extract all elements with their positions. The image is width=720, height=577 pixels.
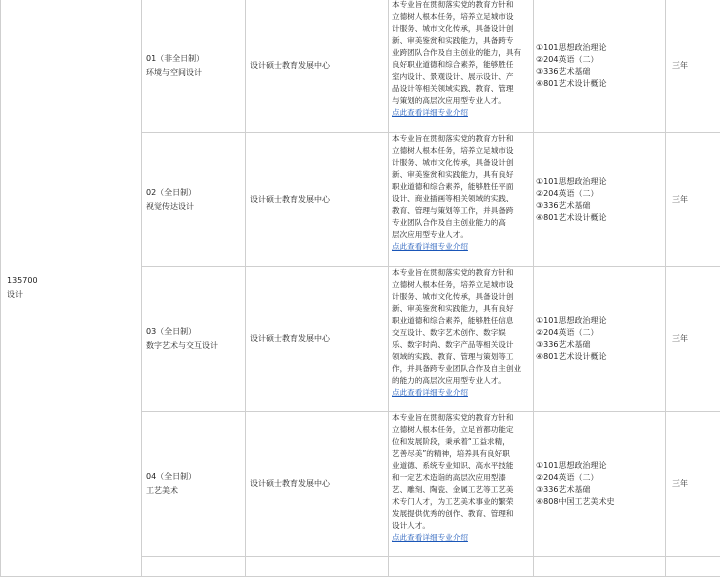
description-line: 层次应用型专业人才。 (392, 229, 531, 241)
description-line: 艺、雕刻、陶瓷、金属工艺等工艺美 (392, 484, 531, 496)
description-line: 立德树人根本任务，立足首都功能定 (392, 424, 531, 436)
years-cell: 三年 (666, 412, 720, 557)
description-line: 乐、数字时尚、数字产品等相关设计 (392, 339, 531, 351)
courses-cell (534, 133, 666, 267)
course-item: ①101思想政治理论 (536, 460, 661, 472)
discipline-code: 135700 (7, 274, 137, 288)
description-line: 本专业旨在贯彻落实党的教育方针和 (392, 133, 531, 145)
description-line: 本专业旨在贯彻落实党的教育方针和 (392, 0, 531, 11)
courses-cell (534, 267, 666, 412)
course-item: ①101思想政治理论 (536, 42, 661, 54)
years-cell: 三年 (666, 0, 720, 133)
description-cell (389, 0, 534, 133)
course-item: ③336艺术基础 (536, 66, 661, 78)
courses-cell (534, 0, 666, 133)
direction-name: 工艺美术 (146, 484, 241, 498)
department-cell: 设计硕士教育发展中心 (246, 0, 389, 133)
description-line: 职业道德和综合素养，能够胜任平面 (392, 181, 531, 193)
course-item: ③336艺术基础 (536, 200, 661, 212)
course-item: ④801艺术设计概论 (536, 351, 661, 363)
description-line: 本专业旨在贯彻落实党的教育方针和 (392, 412, 531, 424)
direction-cell (142, 267, 246, 412)
description-line: 计服务、城市文化传承，具备设计创 (392, 23, 531, 35)
description-line: 业跨团队合作及自主创业的能力，具有 (392, 47, 531, 59)
direction-cell (142, 0, 246, 133)
course-item: ①101思想政治理论 (536, 315, 661, 327)
course-item: ①101思想政治理论 (536, 176, 661, 188)
department-cell: 设计硕士教育发展中心 (246, 267, 389, 412)
empty-cell (534, 557, 666, 577)
detail-link[interactable]: 点此查看详细专业介绍 (392, 241, 531, 253)
description-line: 立德树人根本任务，培养立足城市设 (392, 11, 531, 23)
department-cell: 设计硕士教育发展中心 (246, 133, 389, 267)
direction-name: 视觉传达设计 (146, 200, 241, 214)
description-cell (389, 133, 534, 267)
direction-code: 03（全日制） (146, 325, 241, 339)
direction-cell (142, 133, 246, 267)
description-line: 领域的实践、教育、管理与策划等工 (392, 351, 531, 363)
course-item: ③336艺术基础 (536, 339, 661, 351)
description-line: 专业团队合作及自主创业能力的高 (392, 217, 531, 229)
description-line: 计服务、城市文化传承，具备设计创 (392, 291, 531, 303)
course-item: ④801艺术设计概论 (536, 78, 661, 90)
description-line: 新、审美鉴赏和实践能力，具备跨专 (392, 35, 531, 47)
description-line: 本专业旨在贯彻落实党的教育方针和 (392, 267, 531, 279)
description-line: 和一定艺术造诣的高层次应用型漆 (392, 472, 531, 484)
course-item: ②204英语（二） (536, 327, 661, 339)
empty-cell (246, 557, 389, 577)
description-line: 交互设计、数字艺术创作、数字娱 (392, 327, 531, 339)
description-line: 计服务、城市文化传承，具备设计创 (392, 157, 531, 169)
description-line: 新、审美鉴赏和实践能力，具有良好 (392, 303, 531, 315)
detail-link[interactable]: 点此查看详细专业介绍 (392, 387, 531, 399)
description-line: 设计人才。 (392, 520, 531, 532)
course-item: ③336艺术基础 (536, 484, 661, 496)
description-line: 教育、管理与策划等工作，并具备跨 (392, 205, 531, 217)
description-line: 艺善尽美”的精神，培养具有良好职 (392, 448, 531, 460)
description-line: 设计、商业插画等相关领域的实践、 (392, 193, 531, 205)
description-line: 立德树人根本任务，培养立足城市设 (392, 279, 531, 291)
description-line: 与策划的高层次应用型专业人才。 (392, 95, 531, 107)
empty-cell (666, 557, 720, 577)
direction-name: 环境与空间设计 (146, 66, 241, 80)
description-line: 职业道德和综合素养，能够胜任信息 (392, 315, 531, 327)
description-line: 立德树人根本任务，培养立足城市设 (392, 145, 531, 157)
direction-code: 01（非全日制） (146, 52, 241, 66)
course-item: ④808中国工艺美术史 (536, 496, 661, 508)
detail-link[interactable]: 点此查看详细专业介绍 (392, 107, 531, 119)
empty-cell (142, 557, 246, 577)
course-item: ②204英语（二） (536, 54, 661, 66)
course-item: ②204英语（二） (536, 188, 661, 200)
courses-cell (534, 412, 666, 557)
direction-code: 02（全日制） (146, 186, 241, 200)
direction-name: 数字艺术与交互设计 (146, 339, 241, 353)
direction-code: 04（全日制） (146, 470, 241, 484)
description-line: 术专门人才，为工艺美术事业的繁荣 (392, 496, 531, 508)
description-line: 业道德、系统专业知识、高水平技能 (392, 460, 531, 472)
description-line: 新、审美鉴赏和实践能力，具有良好 (392, 169, 531, 181)
years-cell: 三年 (666, 267, 720, 412)
description-line: 的能力的高层次应用型专业人才。 (392, 375, 531, 387)
description-cell (389, 267, 534, 412)
description-line: 室内设计、景观设计、展示设计、产 (392, 71, 531, 83)
description-line: 位和发展阶段，秉承着“工益求精， (392, 436, 531, 448)
detail-link[interactable]: 点此查看详细专业介绍 (392, 532, 531, 544)
description-line: 作，并具备跨专业团队合作及自主创业 (392, 363, 531, 375)
years-cell: 三年 (666, 133, 720, 267)
description-line: 良好职业道德和综合素养，能够胜任 (392, 59, 531, 71)
empty-cell (389, 557, 534, 577)
course-item: ②204英语（二） (536, 472, 661, 484)
discipline-name: 设计 (7, 288, 137, 302)
description-cell (389, 412, 534, 557)
department-cell: 设计硕士教育发展中心 (246, 412, 389, 557)
description-line: 发展提供优秀的创作、教育、管理和 (392, 508, 531, 520)
table-row (1, 0, 720, 133)
course-item: ④801艺术设计概论 (536, 212, 661, 224)
description-line: 品设计等相关领域实践、教育、管理 (392, 83, 531, 95)
discipline-cell (1, 0, 142, 577)
direction-cell (142, 412, 246, 557)
